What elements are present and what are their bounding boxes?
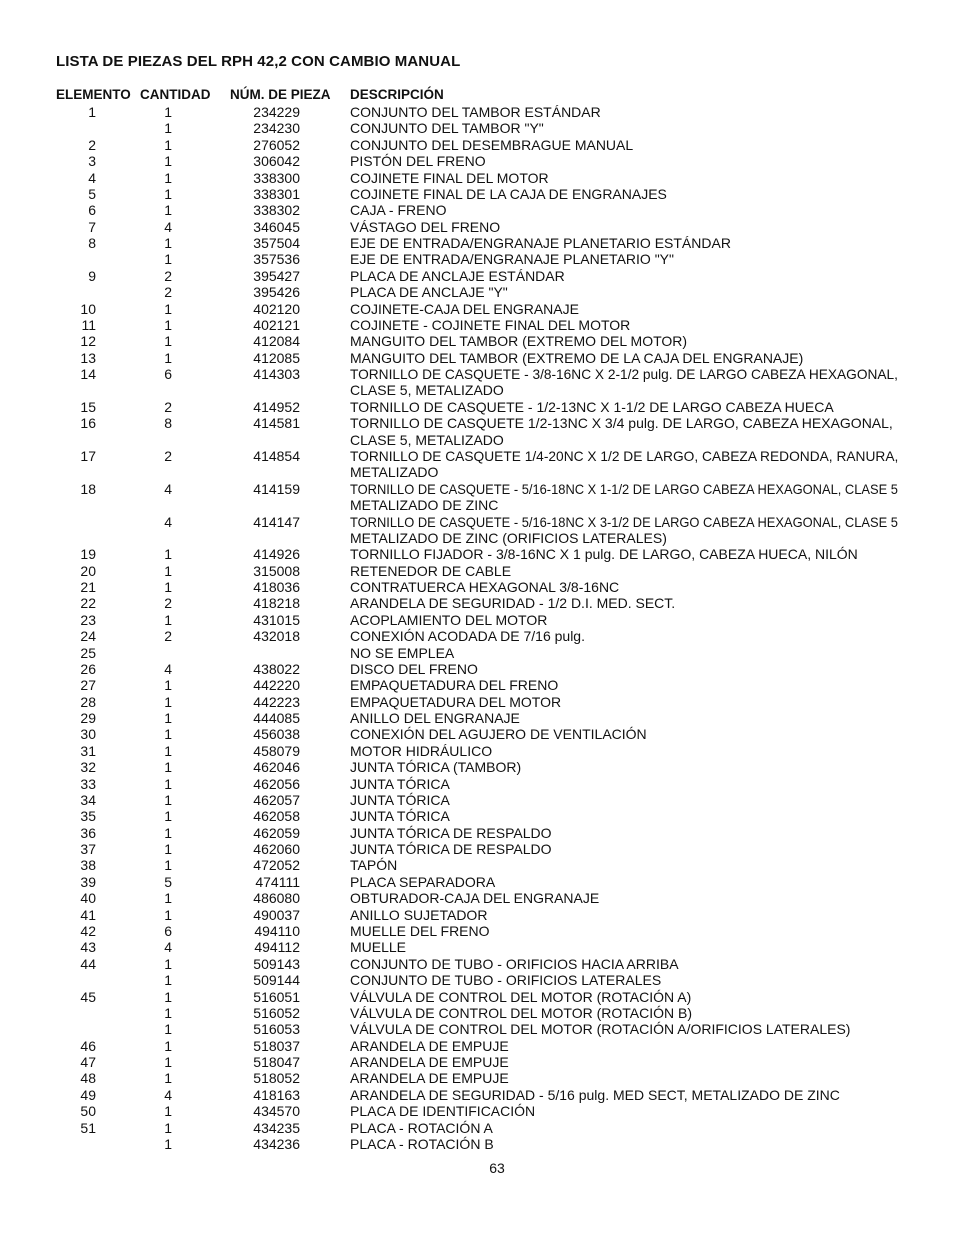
cell-num-pieza: 418163 <box>253 1086 300 1103</box>
cell-cantidad: 1 <box>164 1004 172 1021</box>
cell-cantidad: 1 <box>164 169 172 186</box>
cell-elemento: 49 <box>80 1086 96 1103</box>
cell-descripcion: METALIZADO DE ZINC <box>350 497 499 514</box>
cell-descripcion: ARANDELA DE SEGURIDAD - 5/16 pulg. MED SECT, METALIZADO DE ZINC <box>350 1086 840 1103</box>
cell-elemento: 38 <box>80 857 96 874</box>
cell-elemento: 32 <box>80 759 96 776</box>
cell-num-pieza: 414854 <box>253 447 300 464</box>
cell-elemento: 22 <box>80 595 96 612</box>
cell-descripcion: PLACA SEPARADORA <box>350 873 496 890</box>
cell-num-pieza: 518052 <box>253 1070 300 1087</box>
cell-num-pieza: 516052 <box>253 1004 300 1021</box>
cell-cantidad: 4 <box>164 939 172 956</box>
cell-cantidad: 6 <box>164 366 172 383</box>
cell-cantidad: 4 <box>164 480 172 497</box>
cell-cantidad: 1 <box>164 202 172 219</box>
cell-elemento: 2 <box>88 136 96 153</box>
cell-num-pieza: 438022 <box>253 660 300 677</box>
cell-num-pieza: 414303 <box>253 366 300 383</box>
cell-descripcion: CONEXIÓN ACODADA DE 7/16 pulg. <box>350 628 585 645</box>
cell-descripcion: NO SE EMPLEA <box>350 644 455 661</box>
cell-num-pieza: 516053 <box>253 1021 300 1038</box>
cell-cantidad: 4 <box>164 1086 172 1103</box>
cell-descripcion: VÁSTAGO DEL FRENO <box>350 218 501 235</box>
cell-num-pieza: 418036 <box>253 579 300 596</box>
cell-cantidad: 1 <box>164 316 172 333</box>
cell-num-pieza: 414581 <box>253 415 300 432</box>
cell-elemento: 23 <box>80 611 96 628</box>
cell-descripcion: TORNILLO FIJADOR - 3/8-16NC X 1 pulg. DE LARGO, CABEZA HUECA, NILÓN <box>350 546 858 563</box>
cell-descripcion: CLASE 5, METALIZADO <box>350 382 504 399</box>
cell-descripcion: PLACA - ROTACIÓN B <box>350 1135 494 1152</box>
cell-num-pieza: 395426 <box>253 284 300 301</box>
cell-num-pieza: 462057 <box>253 791 300 808</box>
cell-descripcion: MANGUITO DEL TAMBOR (EXTREMO DE LA CAJA DEL ENGRANAJE) <box>350 349 804 366</box>
cell-elemento: 48 <box>80 1070 96 1087</box>
cell-elemento: 16 <box>80 415 96 432</box>
cell-cantidad: 1 <box>164 235 172 252</box>
cell-descripcion: DISCO DEL FRENO <box>350 660 478 677</box>
cell-descripcion: ARANDELA DE EMPUJE <box>350 1070 509 1087</box>
cell-cantidad: 1 <box>164 693 172 710</box>
header-cantidad: CANTIDAD <box>140 87 211 102</box>
cell-elemento: 7 <box>88 218 96 235</box>
cell-num-pieza: 412084 <box>253 333 300 350</box>
cell-num-pieza: 338301 <box>253 185 300 202</box>
cell-descripcion: ACOPLAMIENTO DEL MOTOR <box>350 611 548 628</box>
cell-elemento: 47 <box>80 1054 96 1071</box>
cell-elemento: 46 <box>80 1037 96 1054</box>
cell-descripcion: PLACA DE ANCLAJE ESTÁNDAR <box>350 267 565 284</box>
cell-descripcion: JUNTA TÓRICA <box>350 791 450 808</box>
cell-descripcion: JUNTA TÓRICA DE RESPALDO <box>350 841 552 858</box>
cell-elemento: 27 <box>80 677 96 694</box>
cell-elemento: 12 <box>80 333 96 350</box>
cell-descripcion: CONJUNTO DE TUBO - ORIFICIOS LATERALES <box>350 972 662 989</box>
cell-cantidad: 4 <box>164 513 172 530</box>
cell-elemento: 14 <box>80 366 96 383</box>
cell-cantidad: 1 <box>164 579 172 596</box>
cell-cantidad: 1 <box>164 251 172 268</box>
cell-num-pieza: 490037 <box>253 906 300 923</box>
cell-cantidad: 1 <box>164 349 172 366</box>
cell-num-pieza: 434570 <box>253 1103 300 1120</box>
cell-num-pieza: 414952 <box>253 398 300 415</box>
cell-cantidad: 1 <box>164 726 172 743</box>
cell-num-pieza: 518047 <box>253 1054 300 1071</box>
cell-cantidad: 1 <box>164 955 172 972</box>
cell-elemento: 20 <box>80 562 96 579</box>
cell-cantidad: 1 <box>164 104 172 120</box>
cell-num-pieza: 306042 <box>253 153 300 170</box>
cell-elemento: 51 <box>80 1119 96 1136</box>
cell-num-pieza: 462058 <box>253 808 300 825</box>
cell-elemento: 13 <box>80 349 96 366</box>
cell-elemento: 9 <box>88 267 96 284</box>
cell-descripcion: JUNTA TÓRICA <box>350 808 450 825</box>
cell-elemento: 37 <box>80 841 96 858</box>
cell-num-pieza: 474111 <box>255 873 300 890</box>
cell-num-pieza: 458079 <box>253 742 300 759</box>
cell-elemento: 44 <box>80 955 96 972</box>
cell-num-pieza: 444085 <box>253 710 300 727</box>
cell-num-pieza: 338300 <box>253 169 300 186</box>
cell-elemento: 43 <box>80 939 96 956</box>
cell-elemento: 19 <box>80 546 96 563</box>
cell-num-pieza: 315008 <box>253 562 300 579</box>
cell-num-pieza: 402121 <box>253 316 300 333</box>
cell-elemento: 25 <box>80 644 96 661</box>
cell-cantidad: 2 <box>164 398 172 415</box>
cell-elemento: 1 <box>88 104 96 120</box>
cell-cantidad: 2 <box>164 628 172 645</box>
cell-descripcion: EMPAQUETADURA DEL FRENO <box>350 677 559 694</box>
cell-descripcion: COJINETE FINAL DEL MOTOR <box>350 169 549 186</box>
cell-descripcion: RETENEDOR DE CABLE <box>350 562 512 579</box>
cell-descripcion: METALIZADO DE ZINC (ORIFICIOS LATERALES) <box>350 529 667 546</box>
cell-cantidad: 1 <box>164 120 172 137</box>
cell-descripcion: CONJUNTO DEL TAMBOR "Y" <box>350 120 544 137</box>
cell-cantidad: 1 <box>164 1070 172 1087</box>
cell-descripcion: COJINETE FINAL DE LA CAJA DE ENGRANAJES <box>350 185 667 202</box>
cell-cantidad: 1 <box>164 775 172 792</box>
cell-cantidad: 1 <box>164 300 172 317</box>
cell-num-pieza: 462056 <box>253 775 300 792</box>
cell-elemento: 21 <box>80 579 96 596</box>
header-descripcion: DESCRIPCIÓN <box>350 87 444 102</box>
cell-descripcion: MANGUITO DEL TAMBOR (EXTREMO DEL MOTOR) <box>350 333 688 350</box>
cell-cantidad: 1 <box>164 677 172 694</box>
cell-num-pieza: 414926 <box>253 546 300 563</box>
cell-elemento: 17 <box>80 447 96 464</box>
cell-cantidad: 2 <box>164 267 172 284</box>
cell-descripcion: EMPAQUETADURA DEL MOTOR <box>350 693 562 710</box>
cell-cantidad: 1 <box>164 988 172 1005</box>
cell-descripcion: PLACA - ROTACIÓN A <box>350 1119 493 1136</box>
cell-descripcion: PLACA DE ANCLAJE "Y" <box>350 284 508 301</box>
cell-num-pieza: 412085 <box>253 349 300 366</box>
cell-cantidad: 1 <box>164 857 172 874</box>
cell-num-pieza: 234229 <box>253 104 300 120</box>
cell-descripcion: TORNILLO DE CASQUETE - 3/8-16NC X 2-1/2 pulg. DE LARGO CABEZA HEXAGONAL, <box>350 366 898 383</box>
cell-descripcion: COJINETE - COJINETE FINAL DEL MOTOR <box>350 316 631 333</box>
cell-cantidad: 1 <box>164 890 172 907</box>
cell-num-pieza: 518037 <box>253 1037 300 1054</box>
cell-elemento: 3 <box>88 153 96 170</box>
cell-elemento: 39 <box>80 873 96 890</box>
cell-elemento: 8 <box>88 235 96 252</box>
cell-cantidad: 1 <box>164 710 172 727</box>
cell-num-pieza: 456038 <box>253 726 300 743</box>
cell-cantidad: 1 <box>164 185 172 202</box>
cell-elemento: 5 <box>88 185 96 202</box>
cell-num-pieza: 276052 <box>253 136 300 153</box>
cell-descripcion: ARANDELA DE SEGURIDAD - 1/2 D.I. MED. SECT. <box>350 595 676 612</box>
cell-descripcion: CONTRATUERCA HEXAGONAL 3/8-16NC <box>350 579 620 596</box>
cell-num-pieza: 402120 <box>253 300 300 317</box>
cell-descripcion: PISTÓN DEL FRENO <box>350 153 486 170</box>
cell-num-pieza: 516051 <box>253 988 300 1005</box>
cell-elemento: 11 <box>81 316 96 333</box>
cell-num-pieza: 434235 <box>253 1119 300 1136</box>
cell-descripcion: ANILLO SUJETADOR <box>350 906 488 923</box>
cell-elemento: 31 <box>80 742 96 759</box>
cell-cantidad: 1 <box>164 906 172 923</box>
cell-elemento: 45 <box>80 988 96 1005</box>
cell-descripcion: TORNILLO DE CASQUETE - 5/16-18NC X 1-1/2 DE LARGO CABEZA HEXAGONAL, CLASE 5 <box>350 480 898 497</box>
cell-descripcion: VÁLVULA DE CONTROL DEL MOTOR (ROTACIÓN A) <box>350 988 692 1005</box>
cell-num-pieza: 509144 <box>253 972 300 989</box>
cell-descripcion: ANILLO DEL ENGRANAJE <box>350 710 520 727</box>
cell-num-pieza: 472052 <box>253 857 300 874</box>
cell-descripcion: MUELLE <box>350 939 407 956</box>
cell-elemento: 4 <box>88 169 96 186</box>
cell-elemento: 50 <box>80 1103 96 1120</box>
cell-elemento: 36 <box>80 824 96 841</box>
cell-cantidad: 1 <box>164 1021 172 1038</box>
cell-descripcion: TAPÓN <box>350 857 398 874</box>
cell-num-pieza: 338302 <box>253 202 300 219</box>
cell-elemento: 33 <box>80 775 96 792</box>
cell-elemento: 34 <box>80 791 96 808</box>
cell-descripcion: OBTURADOR-CAJA DEL ENGRANAJE <box>350 890 600 907</box>
cell-num-pieza: 442220 <box>253 677 300 694</box>
cell-descripcion: CONJUNTO DEL DESEMBRAGUE MANUAL <box>350 136 634 153</box>
cell-elemento: 6 <box>88 202 96 219</box>
cell-descripcion: JUNTA TÓRICA <box>350 775 450 792</box>
cell-cantidad: 4 <box>164 218 172 235</box>
cell-elemento: 28 <box>80 693 96 710</box>
cell-cantidad: 1 <box>164 742 172 759</box>
cell-cantidad: 1 <box>164 1054 172 1071</box>
cell-num-pieza: 414159 <box>253 480 300 497</box>
cell-num-pieza: 462059 <box>253 824 300 841</box>
cell-cantidad: 1 <box>164 136 172 153</box>
cell-cantidad: 1 <box>164 824 172 841</box>
cell-num-pieza: 494110 <box>254 923 300 939</box>
cell-descripcion: TORNILLO DE CASQUETE 1/4-20NC X 1/2 DE LARGO, CABEZA REDONDA, RANURA, <box>350 447 899 464</box>
cell-elemento: 29 <box>80 710 96 727</box>
page-title: LISTA DE PIEZAS DEL RPH 42,2 CON CAMBIO MANUAL <box>56 53 461 70</box>
cell-elemento: 24 <box>80 628 96 645</box>
cell-descripcion: MOTOR HIDRÁULICO <box>350 742 493 759</box>
cell-cantidad: 1 <box>164 1103 172 1120</box>
cell-num-pieza: 357536 <box>253 251 300 268</box>
cell-cantidad: 8 <box>164 415 172 432</box>
cell-descripcion: CAJA - FRENO <box>350 202 447 219</box>
cell-num-pieza: 494112 <box>254 939 300 956</box>
cell-descripcion: JUNTA TÓRICA DE RESPALDO <box>350 824 552 841</box>
cell-descripcion: PLACA DE IDENTIFICACIÓN <box>350 1103 536 1120</box>
cell-descripcion: VÁLVULA DE CONTROL DEL MOTOR (ROTACIÓN B) <box>350 1004 693 1021</box>
cell-descripcion: METALIZADO <box>350 464 439 481</box>
header-num-pieza: NÚM. DE PIEZA <box>230 87 331 102</box>
cell-descripcion: CONJUNTO DEL TAMBOR ESTÁNDAR <box>350 104 601 120</box>
cell-cantidad: 1 <box>164 972 172 989</box>
cell-descripcion: ARANDELA DE EMPUJE <box>350 1054 509 1071</box>
cell-elemento: 40 <box>80 890 96 907</box>
cell-elemento: 10 <box>80 300 96 317</box>
cell-cantidad: 6 <box>164 923 172 939</box>
cell-num-pieza: 234230 <box>253 120 300 137</box>
cell-num-pieza: 509143 <box>253 955 300 972</box>
cell-cantidad: 1 <box>164 1135 172 1152</box>
cell-cantidad: 1 <box>164 153 172 170</box>
cell-num-pieza: 418218 <box>253 595 300 612</box>
cell-cantidad: 1 <box>164 791 172 808</box>
cell-num-pieza: 442223 <box>253 693 300 710</box>
cell-elemento: 42 <box>80 923 96 939</box>
cell-cantidad: 2 <box>164 595 172 612</box>
cell-num-pieza: 432018 <box>253 628 300 645</box>
cell-num-pieza: 434236 <box>253 1135 300 1152</box>
cell-cantidad: 1 <box>164 1037 172 1054</box>
cell-cantidad: 1 <box>164 808 172 825</box>
cell-descripcion: ARANDELA DE EMPUJE <box>350 1037 509 1054</box>
page-number: 63 <box>489 1160 505 1176</box>
cell-descripcion: TORNILLO DE CASQUETE - 1/2-13NC X 1-1/2 DE LARGO CABEZA HUECA <box>350 398 834 415</box>
cell-descripcion: CONEXIÓN DEL AGUJERO DE VENTILACIÓN <box>350 726 647 743</box>
cell-cantidad: 2 <box>164 447 172 464</box>
cell-cantidad: 5 <box>164 873 172 890</box>
cell-elemento: 41 <box>80 906 96 923</box>
cell-descripcion: TORNILLO DE CASQUETE - 5/16-18NC X 3-1/2 DE LARGO CABEZA HEXAGONAL, CLASE 5 <box>350 513 898 530</box>
cell-num-pieza: 486080 <box>253 890 300 907</box>
cell-descripcion: EJE DE ENTRADA/ENGRANAJE PLANETARIO ESTÁNDAR <box>350 235 731 252</box>
cell-descripcion: VÁLVULA DE CONTROL DEL MOTOR (ROTACIÓN A/ORIFICIOS LATERALES) <box>350 1021 851 1038</box>
cell-descripcion: EJE DE ENTRADA/ENGRANAJE PLANETARIO "Y" <box>350 251 674 268</box>
cell-descripcion: JUNTA TÓRICA (TAMBOR) <box>350 759 522 776</box>
cell-elemento: 30 <box>80 726 96 743</box>
cell-cantidad: 1 <box>164 611 172 628</box>
cell-elemento: 35 <box>80 808 96 825</box>
cell-elemento: 18 <box>80 480 96 497</box>
header-elemento: ELEMENTO <box>56 87 131 102</box>
cell-num-pieza: 395427 <box>253 267 300 284</box>
cell-num-pieza: 462046 <box>253 759 300 776</box>
cell-cantidad: 1 <box>164 759 172 776</box>
cell-num-pieza: 346045 <box>253 218 300 235</box>
cell-descripcion: CLASE 5, METALIZADO <box>350 431 504 448</box>
cell-descripcion: COJINETE-CAJA DEL ENGRANAJE <box>350 300 579 317</box>
cell-num-pieza: 357504 <box>253 235 300 252</box>
cell-num-pieza: 414147 <box>253 513 300 530</box>
cell-cantidad: 1 <box>164 841 172 858</box>
cell-elemento: 26 <box>80 660 96 677</box>
cell-cantidad: 1 <box>164 546 172 563</box>
cell-descripcion: CONJUNTO DE TUBO - ORIFICIOS HACIA ARRIBA <box>350 955 679 972</box>
cell-descripcion: MUELLE DEL FRENO <box>350 923 490 939</box>
cell-cantidad: 1 <box>164 562 172 579</box>
cell-descripcion: TORNILLO DE CASQUETE 1/2-13NC X 3/4 pulg. DE LARGO, CABEZA HEXAGONAL, <box>350 415 893 432</box>
cell-num-pieza: 431015 <box>253 611 300 628</box>
cell-cantidad: 1 <box>164 1119 172 1136</box>
cell-num-pieza: 462060 <box>253 841 300 858</box>
cell-cantidad: 2 <box>164 284 172 301</box>
cell-elemento: 15 <box>80 398 96 415</box>
cell-cantidad: 1 <box>164 333 172 350</box>
cell-cantidad: 4 <box>164 660 172 677</box>
